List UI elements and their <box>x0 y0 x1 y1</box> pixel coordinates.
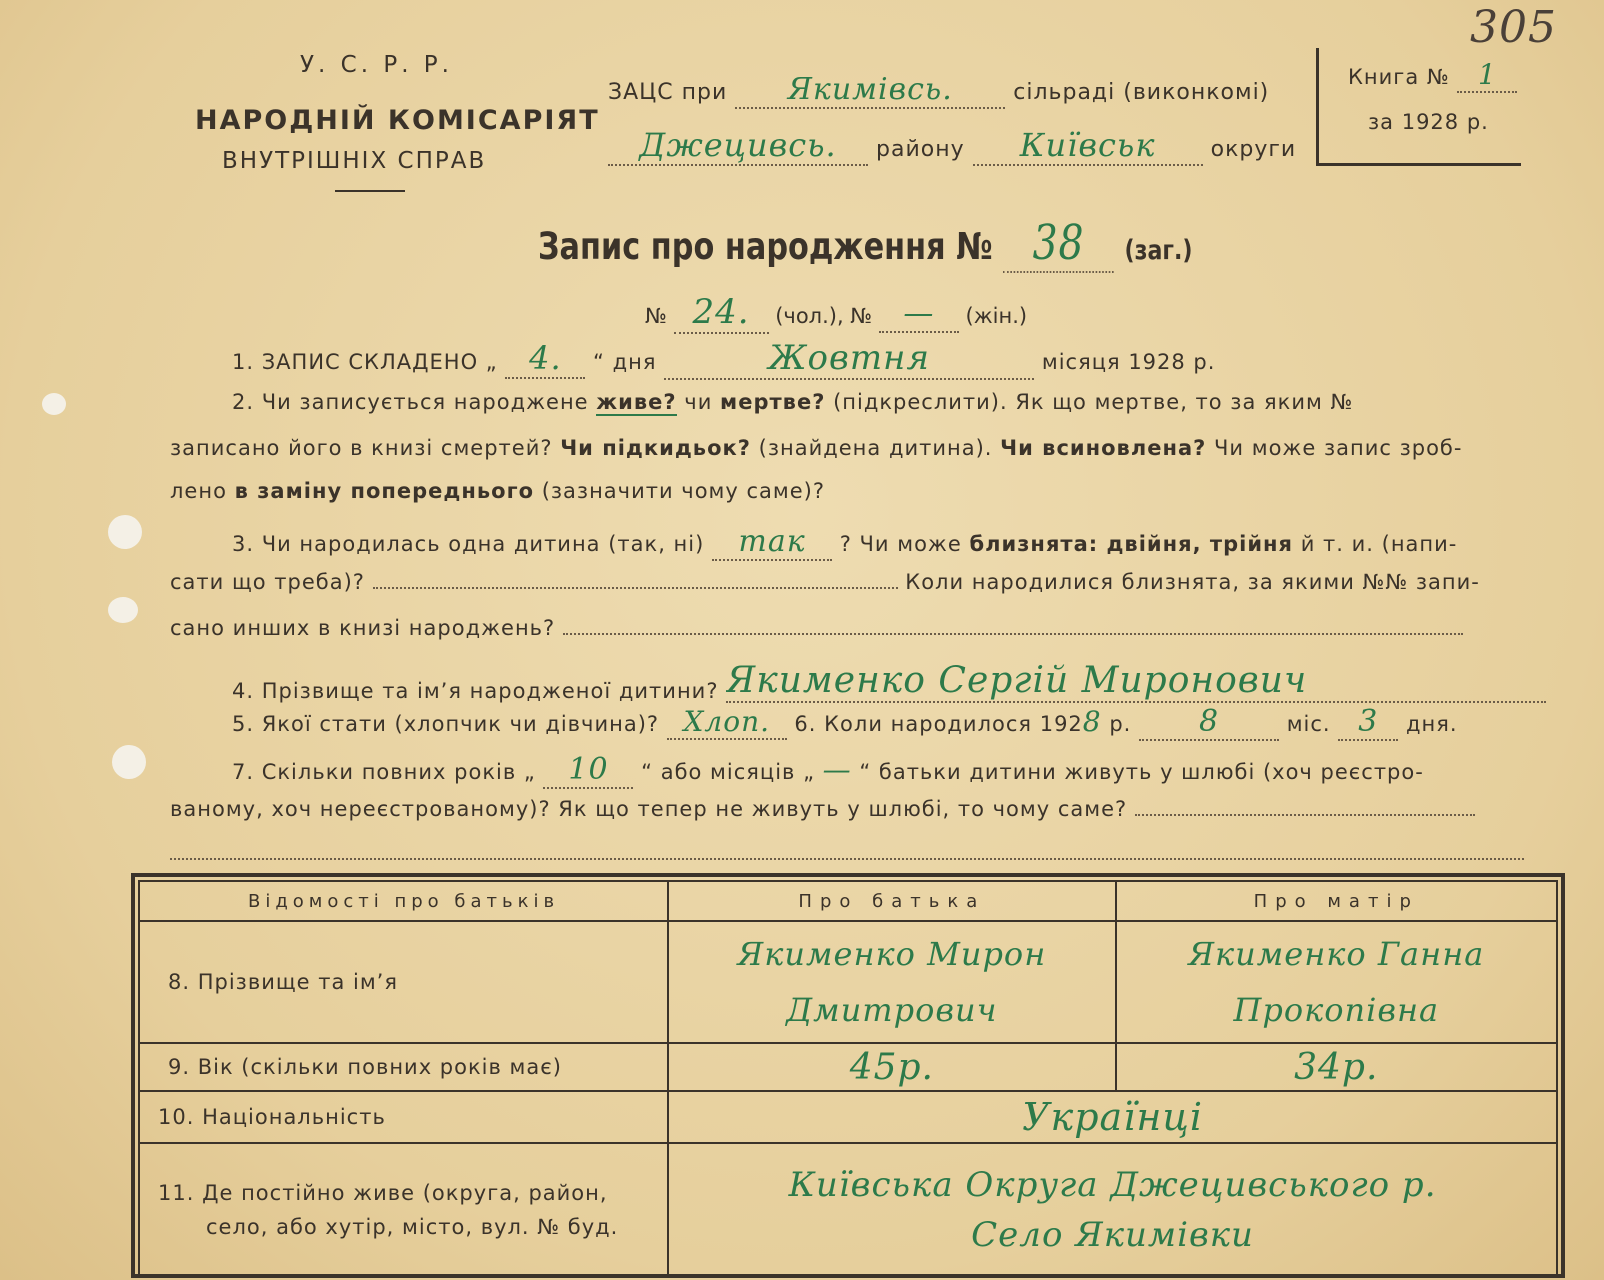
republic-label: У. С. Р. Р. <box>300 52 453 78</box>
residence-label-1: 11. Де постійно живе (округа, район, <box>158 1181 608 1205</box>
q1-month: Жовтня <box>664 338 1034 380</box>
mother-name: Якименко Ганна Прокопівна <box>1116 921 1557 1043</box>
q7-blank <box>1135 814 1475 816</box>
q7-blank-line <box>170 858 1524 860</box>
residence-line-1: Київська Округа Джецивського р. <box>788 1165 1437 1205</box>
zags-suffix: сільраді (виконкомі) <box>1013 80 1270 105</box>
commissariat-subtitle: ВНУТРІШНІХ СПРАВ <box>222 148 487 174</box>
q3-text-3: й т. и. (напи- <box>1300 532 1458 556</box>
zags-village: Якимівсь. <box>735 72 1005 109</box>
header-info: Відомості про батьків <box>139 881 668 921</box>
q3-text-4: сати що треба)? <box>170 570 365 594</box>
parents-table <box>138 880 1558 1278</box>
q4-line <box>232 660 1524 703</box>
q1-suffix: місяця 1928 р. <box>1041 350 1216 374</box>
table-row <box>139 921 1557 1043</box>
female-label: (жін.) <box>965 304 1028 328</box>
q3-blank-2 <box>563 633 1463 635</box>
q2-dead: мертве? <box>720 390 826 414</box>
q3-twins: близнята: двійня, трійня <box>969 532 1294 556</box>
record-suffix: (заг.) <box>1124 235 1193 266</box>
q6-year: 8 <box>1082 705 1102 738</box>
q2-text-4: (знайдена дитина). <box>758 436 993 460</box>
record-number: 38 <box>1003 215 1114 273</box>
q2-replace: в заміну попереднього <box>234 479 534 503</box>
header-father: Про батька <box>668 881 1115 921</box>
q6-day: 3 <box>1338 704 1398 741</box>
q1-day-label: “ дня <box>593 350 657 374</box>
q2-text-7: (зазначити чому саме)? <box>541 479 826 503</box>
district-line <box>608 126 1296 166</box>
row-label-residence <box>139 1143 668 1277</box>
sub-prefix: № <box>645 304 667 328</box>
book-box-bottom-border <box>1316 163 1521 166</box>
female-number: — <box>879 296 959 333</box>
q5-label: 5. Якої стати (хлопчик чи дівчина)? <box>232 712 660 736</box>
header-mother: Про матір <box>1116 881 1557 921</box>
residence-line-2: Село Якимівки <box>971 1215 1254 1255</box>
record-title-line <box>538 215 1192 273</box>
book-label: Книга № <box>1348 65 1450 89</box>
q4-label: 4. Прізвище та ім’я народженої дитини? <box>232 679 719 703</box>
q1-line <box>232 338 1524 380</box>
row-label-name: 8. Прізвище та ім’я <box>139 921 668 1043</box>
q5-line <box>232 704 1524 741</box>
q7-line1 <box>232 752 1524 789</box>
q7-years: 10 <box>543 752 633 789</box>
q7-text-4: ваному, хоч нереєстрованому)? Як що тепер не живуть у шлюбі, то чому саме? <box>170 797 1128 821</box>
q7-text-2: “ або місяців „ <box>641 760 815 784</box>
book-number: 1 <box>1457 58 1517 93</box>
q3-text-5: Коли народилися близнята, за якими №№ запи- <box>905 570 1480 594</box>
table-row <box>139 1143 1557 1277</box>
q5-answer: Хлоп. <box>667 705 787 740</box>
q7-text: 7. Скільки повних років „ <box>232 760 536 784</box>
q2-line2 <box>170 436 1524 460</box>
mother-age: 34р. <box>1116 1043 1557 1091</box>
q1-day: 4. <box>505 339 585 379</box>
q3-line1 <box>232 524 1524 561</box>
table-header-row <box>139 881 1557 921</box>
q7-months: — <box>822 753 852 786</box>
q7-text-3: “ батьки дитини живуть у шлюбі (хоч реєстро- <box>859 760 1424 784</box>
residence-label-2: село, або хутір, місто, вул. № буд. <box>206 1215 619 1239</box>
q3-line3 <box>170 616 1524 640</box>
book-year: за 1928 р. <box>1368 110 1489 134</box>
q3-blank <box>373 587 898 589</box>
divider <box>335 190 405 192</box>
commissariat-title: НАРОДНІЙ КОМІСАРІЯТ <box>195 105 600 136</box>
q6-day-label: дня. <box>1405 712 1458 736</box>
q2-adopted: Чи всиновлена? <box>1000 436 1207 460</box>
punch-hole <box>108 597 138 623</box>
q4-answer: Якименко Сергій Миронович <box>726 660 1546 703</box>
sub-number-line <box>645 292 1027 334</box>
book-number-line <box>1348 58 1517 93</box>
row-label-age: 9. Вік (скільки повних років має) <box>139 1043 668 1091</box>
residence-value <box>668 1143 1557 1277</box>
q3-text-2: ? Чи може <box>839 532 962 556</box>
q3-line2 <box>170 570 1524 594</box>
q6-year-suffix: р. <box>1109 712 1132 736</box>
okrug-value: Київськ <box>973 126 1203 166</box>
q2-line3 <box>170 479 1524 503</box>
table-row <box>139 1043 1557 1091</box>
q6-label: 6. Коли народилося 192 <box>794 712 1083 736</box>
row-label-nationality: 10. Національність <box>139 1091 668 1143</box>
q2-text: 2. Чи записується народжене <box>232 390 589 414</box>
father-name: Якименко Мирон Дмитрович <box>668 921 1115 1043</box>
record-title: Запис про народження № <box>538 225 993 268</box>
father-age: 45р. <box>668 1043 1115 1091</box>
q2-text-2: (підкреслити). Як що мертве, то за яким № <box>833 390 1354 414</box>
q7-line2 <box>170 797 1524 821</box>
q2-line1 <box>232 390 1524 414</box>
q2-text-5: Чи може запис зроб- <box>1214 436 1463 460</box>
punch-hole <box>42 393 66 415</box>
q2-text-6: лено <box>170 479 227 503</box>
table-row <box>139 1091 1557 1143</box>
q2-alive: живе? <box>596 390 677 414</box>
q6-month-label: міс. <box>1286 712 1331 736</box>
q1-prefix: 1. ЗАПИС СКЛАДЕНО „ <box>232 350 498 374</box>
q2-or: чи <box>684 390 713 414</box>
q3-text-6: сано инших в книзі народжень? <box>170 616 556 640</box>
book-box-left-border <box>1316 48 1319 163</box>
district-value: Джецивсь. <box>608 126 868 166</box>
q2-text-3: записано його в книзі смертей? <box>170 436 553 460</box>
corner-page-number: 305 <box>1470 2 1557 53</box>
nationality-value: Українці <box>668 1091 1557 1143</box>
punch-hole <box>108 515 142 549</box>
district-label: району <box>876 137 965 162</box>
q3-text: 3. Чи народилась одна дитина (так, ні) <box>232 532 705 556</box>
q6-month: 8 <box>1139 704 1279 741</box>
zags-prefix: ЗАЦС при <box>608 80 728 105</box>
male-label: (чол.), № <box>775 304 873 328</box>
q2-foundling: Чи підкидьок? <box>560 436 751 460</box>
q3-answer: так <box>712 524 832 561</box>
male-number: 24. <box>674 292 769 334</box>
punch-hole <box>112 745 146 779</box>
okrug-label: округи <box>1210 137 1297 162</box>
zags-line <box>608 72 1269 109</box>
